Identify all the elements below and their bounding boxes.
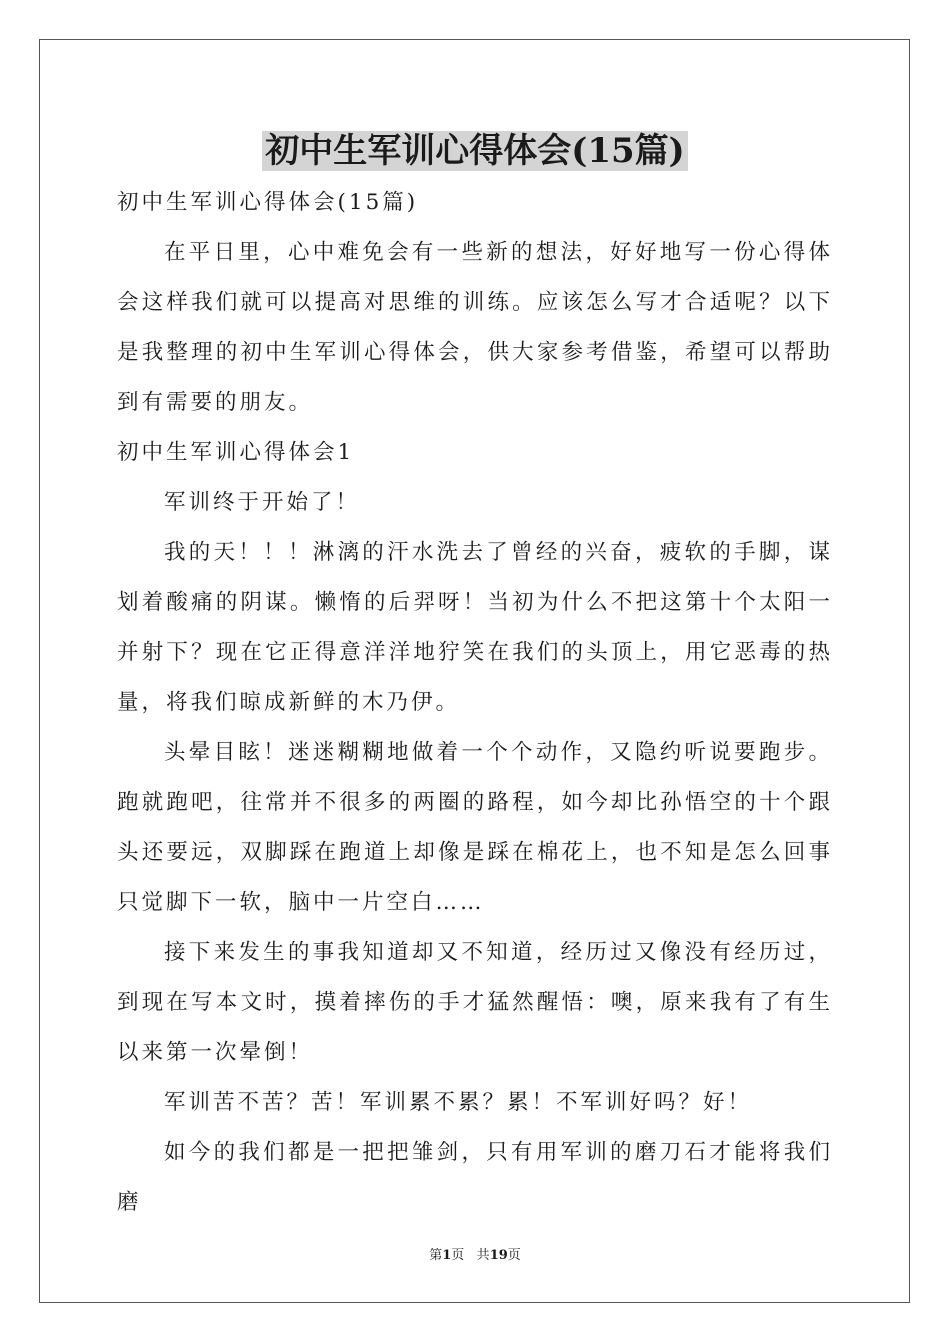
document-body: [117, 178, 833, 1228]
subtitle-line: 初中生军训心得体会(15篇): [117, 190, 419, 215]
body-paragraph: 头晕目眩！迷迷糊糊地做着一个个动作，又隐约听说要跑步。跑就跑吧，往常并不很多的两圈的路程，如今却比孙悟空的十个跟头还要远，双脚踩在跑道上却像是踩在棉花上，也不知是怎么回事只觉脚下一软，脑中一片空白……: [117, 740, 833, 915]
body-paragraph: 接下来发生的事我知道却又不知道，经历过又像没有经历过，到现在写本文时，摸着摔伤的手才猛然醒悟：噢，原来我有了有生以来第一次晕倒！: [117, 940, 833, 1065]
total-prefix: 共: [476, 1248, 490, 1263]
document-title: [0, 126, 950, 176]
page-number: 1: [442, 1248, 452, 1263]
body-paragraph: 我的天！！！淋漓的汗水洗去了曾经的兴奋，疲软的手脚，谋划着酸痛的阴谋。懒惰的后羿呀！当初为什么不把这第十个太阳一并射下？现在它正得意洋洋地狞笑在我们的头顶上，用它恶毒的热量，将我们晾成新鲜的木乃伊。: [117, 540, 833, 715]
page-footer: [0, 1246, 950, 1266]
section-heading: 初中生军训心得体会1: [117, 440, 355, 465]
intro-paragraph: 在平日里，心中难免会有一些新的想法，好好地写一份心得体会这样我们就可以提高对思维的训练。应该怎么写才合适呢？以下是我整理的初中生军训心得体会，供大家参考借鉴，希望可以帮助到有需要的朋友。: [117, 240, 833, 415]
body-paragraph: 军训终于开始了！: [164, 490, 361, 515]
page-prefix: 第: [429, 1248, 443, 1263]
body-paragraph: 如今的我们都是一把把雏剑，只有用军训的磨刀石才能将我们磨: [117, 1140, 833, 1215]
page-suffix: 页: [451, 1248, 465, 1263]
body-paragraph: 军训苦不苦？苦！军训累不累？累！不军训好吗？好！: [164, 1090, 753, 1115]
total-suffix: 页: [507, 1248, 521, 1263]
document-title-text: 初中生军训心得体会(15篇): [262, 131, 688, 171]
total-pages: 19: [489, 1248, 508, 1263]
